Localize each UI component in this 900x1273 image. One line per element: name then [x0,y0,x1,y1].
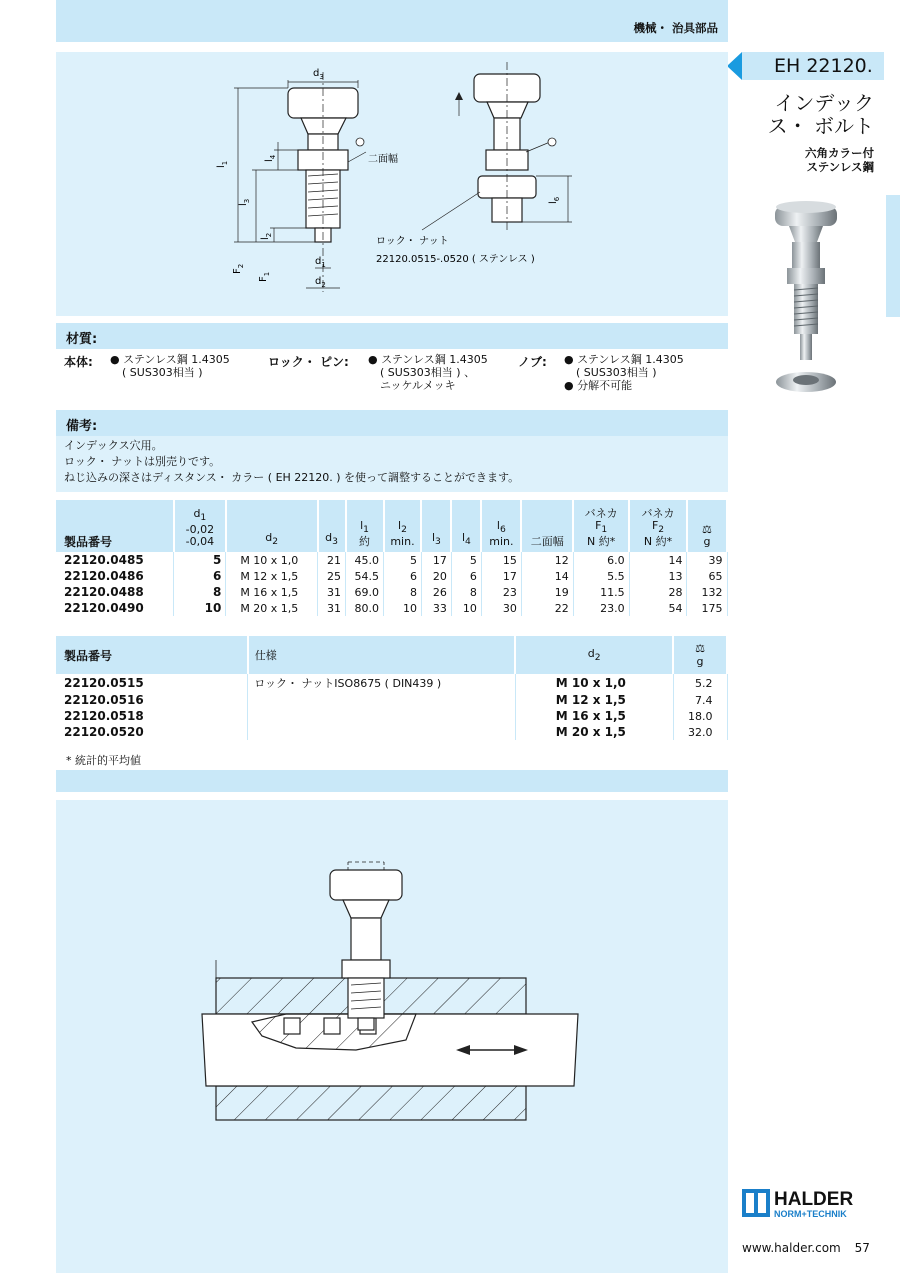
dim-l6: $l_6$ [548,196,561,204]
side-tab [886,195,900,317]
title-arrow-icon [727,52,742,80]
table-cell: 33 [421,600,451,616]
logo-sub: NORM+TECHNIK [774,1209,847,1219]
logo-brand: HALDER [774,1189,854,1210]
col-d2: $d_2$ [226,500,318,552]
category-label: 機械・ 治具部品 [633,21,718,35]
table-row [56,552,727,568]
table-cell: 45.0 [346,552,384,568]
table-cell: 22120.0490 [56,600,174,616]
table-cell: 20 [421,568,451,584]
table-cell: 18.0 [673,708,727,724]
table-cell [248,692,515,708]
product-photo [765,198,855,408]
table-row [56,568,727,584]
table-row [56,584,727,600]
table-cell: 30 [481,600,521,616]
table-cell: 22120.0518 [56,708,248,724]
table-row [56,724,727,740]
table-cell: 5 [174,552,226,568]
knob-label: ノブ: [518,355,547,369]
dim-d1: $d_1$ [315,256,326,269]
table-cell: 39 [687,552,727,568]
col-l4: $l_4$ [451,500,481,552]
materials-body [56,349,728,399]
dim-l4: $l_4$ [264,154,277,162]
table-row [56,600,727,616]
table-row [56,708,727,724]
table-cell: 22120.0516 [56,692,248,708]
pin-material: ● ステンレス鋼 1.4305 ( SUS303相当 ) 、 ニッケルメッキ [368,353,488,392]
table-cell: 132 [687,584,727,600]
notes-heading: 備考: [66,419,98,434]
table-cell: 7.4 [673,692,727,708]
product-subtitle: 六角カラー付 ステンレス鋼 [805,146,874,174]
dim-l2: $l_2$ [260,232,273,240]
table-cell: 22120.0485 [56,552,174,568]
table-cell: 175 [687,600,727,616]
dim-l3: $l_3$ [238,198,251,206]
table-cell: M 20 x 1,5 [515,724,673,740]
table-cell: M 10 x 1,0 [226,552,318,568]
materials-heading: 材質: [66,332,98,347]
table-cell: 69.0 [346,584,384,600]
body-material: ● ステンレス鋼 1.4305 ( SUS303相当 ) [110,353,230,379]
table-cell: M 16 x 1,5 [515,708,673,724]
nut-table [56,636,728,740]
table-cell: M 16 x 1,5 [226,584,318,600]
table-cell: 8 [384,584,422,600]
hex-symbol-icon [356,138,364,146]
dim-d3: $d_3$ [313,68,324,81]
dim-d2: $d_2$ [315,276,326,289]
logo-mark [742,1187,876,1221]
table-cell: 6.0 [573,552,629,568]
table-cell: 5.2 [673,674,727,692]
table-cell [248,724,515,740]
table-cell: 10 [174,600,226,616]
table-cell: 31 [318,584,346,600]
footer [742,1241,870,1255]
weight-icon: ⚖ [702,523,712,536]
table-row [56,692,727,708]
table-cell: 22120.0515 [56,674,248,692]
table-cell: 25 [318,568,346,584]
table-cell: 12 [521,552,573,568]
table-cell: 17 [421,552,451,568]
col-weight: ⚖ g [673,636,727,674]
table-cell: 28 [629,584,687,600]
table-cell: 6 [451,568,481,584]
hex-symbol-icon-2 [548,138,556,146]
col-width: 二面幅 [521,500,573,552]
table-cell: M 12 x 1,5 [226,568,318,584]
notes-header [56,410,728,436]
spec-table [56,500,728,616]
table-cell: 10 [451,600,481,616]
dim-f2: $F_2$ [232,263,245,274]
pin-label: ロック・ ピン: [268,355,349,369]
dim-f1: $F_1$ [258,271,271,282]
table-cell: 14 [629,552,687,568]
col-code: 製品番号 [56,500,174,552]
col-d3: $d_3$ [318,500,346,552]
table-cell: 26 [421,584,451,600]
col-spec: 仕様 [248,636,515,674]
table-cell: 15 [481,552,521,568]
application-panel [56,800,728,1273]
table-cell: 5 [384,552,422,568]
table-cell: M 12 x 1,5 [515,692,673,708]
table-cell: 80.0 [346,600,384,616]
table-cell: 22120.0520 [56,724,248,740]
product-code: EH 22120. [774,55,873,77]
notes-body [56,436,728,492]
table-cell: 19 [521,584,573,600]
application-drawing [56,800,728,1273]
table-cell: 32.0 [673,724,727,740]
col-l3: $l_3$ [421,500,451,552]
table-cell: 5.5 [573,568,629,584]
table-cell: 13 [629,568,687,584]
table-cell: 65 [687,568,727,584]
table-cell: 10 [384,600,422,616]
nut-ref: 22120.0515-.0520 ( ステンレス ) [376,254,535,265]
weight-icon: ⚖ [695,642,705,655]
col-l1: $l_1$ 約 [346,500,384,552]
up-arrow-icon [455,92,463,100]
table-cell: 54.5 [346,568,384,584]
footer-url[interactable]: www.halder.com [742,1241,841,1255]
knob-material: ● ステンレス鋼 1.4305 ( SUS303相当 ) ● 分解不可能 [564,353,684,392]
table-cell: 6 [384,568,422,584]
table-cell: M 10 x 1,0 [515,674,673,692]
col-f2: バネカ $F_2$ N 約* [629,500,687,552]
materials-header [56,323,728,349]
col-weight: ⚖ g [687,500,727,552]
table-cell [248,708,515,724]
drawing-panel [56,52,728,316]
width-label: 二面幅 [368,154,398,165]
table-cell: 23 [481,584,521,600]
table-cell: 11.5 [573,584,629,600]
table-cell: M 20 x 1,5 [226,600,318,616]
table-cell: 54 [629,600,687,616]
col-d1: $d_1$ -0,02 -0,04 [174,500,226,552]
col-l6: $l_6$ min. [481,500,521,552]
footnote: * 統計的平均値 [66,754,141,767]
note-line: ねじ込みの深さはディスタンス・ カラー ( EH 22120. ) を使って調整することができます。 [64,471,520,484]
table-cell: 8 [451,584,481,600]
table-cell: 21 [318,552,346,568]
table-cell: 14 [521,568,573,584]
product-name: インデック ス・ ボルト [767,91,874,138]
table-cell: 22120.0488 [56,584,174,600]
technical-drawing [56,52,728,316]
col-d2: $d_2$ [515,636,673,674]
table-cell: 5 [451,552,481,568]
table-cell: ロック・ ナットISO8675 ( DIN439 ) [248,674,515,692]
body-label: 本体: [64,355,93,369]
col-code: 製品番号 [56,636,248,674]
nut-label: ロック・ ナット [376,236,449,247]
dim-l1: $l_1$ [216,160,229,168]
col-f1: バネカ $F_1$ N 約* [573,500,629,552]
table-cell: 17 [481,568,521,584]
table-cell: 23.0 [573,600,629,616]
halder-logo [742,1187,876,1225]
table-cell: 22 [521,600,573,616]
note-line: インデックス穴用。 [64,439,163,452]
col-l2: $l_2$ min. [384,500,422,552]
table-cell: 8 [174,584,226,600]
page-number: 57 [854,1241,870,1255]
table-row [56,674,727,692]
table-cell: 6 [174,568,226,584]
divider-strip [56,770,728,792]
table-cell: 31 [318,600,346,616]
header-bar [56,0,728,42]
table-cell: 22120.0486 [56,568,174,584]
note-line: ロック・ ナットは別売りです。 [64,455,221,468]
